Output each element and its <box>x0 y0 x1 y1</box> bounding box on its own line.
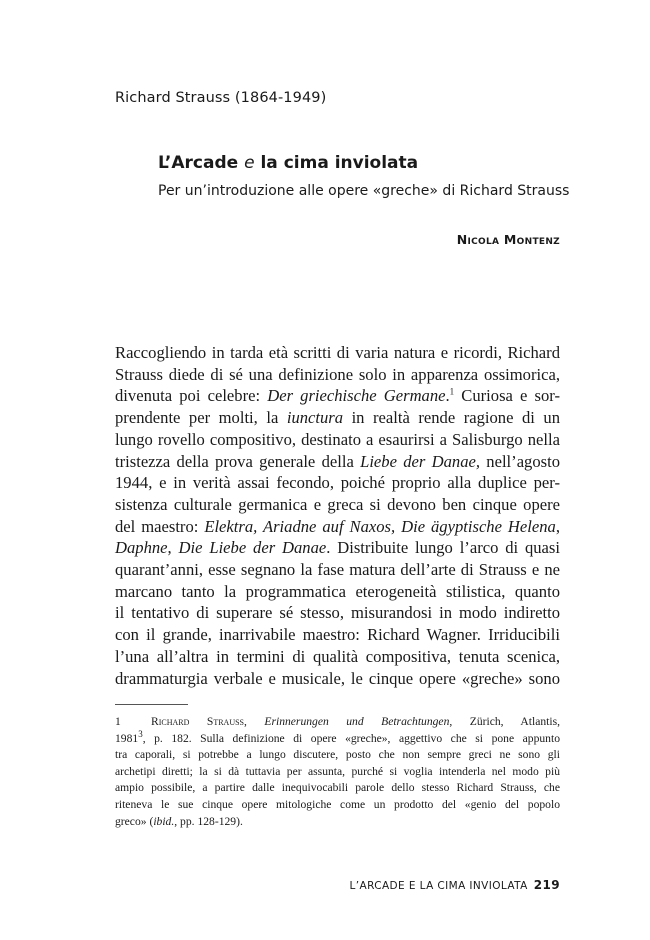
body-line: tristezza della prova generale della Liebe der Danae, nell’agosto <box>115 451 561 471</box>
footnote-divider <box>115 704 188 705</box>
body-line: Daphne, Die Liebe der Danae. Distribuite lungo l’arco di quasi <box>115 538 560 558</box>
body-line: Raccogliendo in tarda età scritti di varia natura e ricordi, Richard <box>115 343 560 362</box>
page-footer <box>350 878 561 892</box>
body-line: sistenza culturale germanica e greca si devono ben cinque opere <box>115 494 560 514</box>
footnote-line: riteneva le sue cinque opere mitologiche come un prodotto del «genio del popolo <box>115 797 560 811</box>
body-line: prendente per molti, la iunctura in realtà rende ragione di un <box>115 408 561 428</box>
body-line: 1944, e in verità assai fecondo, poiché proprio alla duplice per- <box>115 473 560 493</box>
article-subtitle: Per un’introduzione alle opere «greche» di Richard Strauss <box>158 183 570 199</box>
body-line: l’una all’altra in termini di qualità compositiva, tenuta scenica, <box>115 646 560 666</box>
page-number: 219 <box>533 878 560 892</box>
footnote-line: 1981$^3$, p. 182. Sulla definizione di opere «greche», aggettivo che si pone appunto <box>115 728 560 745</box>
body-line: lungo rovello compositivo, destinato a esaurirsi a Salisburgo nella <box>115 429 560 449</box>
footnote-line: tra caporali, si potrebbe a lungo discutere, posto che non sempre greci ne sono gli <box>115 748 560 762</box>
title-part-1: L’Arcade <box>158 153 245 173</box>
article-title <box>158 153 418 173</box>
footnote-line: archetipi diretti; la si dà tuttavia per assunta, purché si voglia intenderla nel modo più <box>115 764 560 778</box>
body-line: quarant’anni, esse segnano la fase matura dell’arte di Strauss e ne <box>115 560 560 580</box>
footnote-number: 1 <box>115 715 121 728</box>
footnote-line: greco» (ibid., pp. 128-129). <box>115 814 243 828</box>
title-part-3: la cima inviolata <box>254 153 419 173</box>
body-line: Strauss diede di sé una definizione solo in apparenza ossimorica, <box>115 364 560 384</box>
body-line: con il grande, inarrivabile maestro: Richard Wagner. Irriducibili <box>115 625 560 645</box>
author-name: Nicola Montenz <box>456 232 560 247</box>
body-line: il tentativo di superare sé stesso, misurandosi in modo indiretto <box>115 603 560 623</box>
body-paragraph <box>115 342 560 689</box>
body-line: marcano tanto la programmatica eterogeneità stilistica, quanto <box>115 581 560 601</box>
footnote <box>115 714 560 830</box>
body-line: drammaturgia verbale e musicale, le cinque opere «greche» sono <box>115 668 560 688</box>
footer-running-title: L’ARCADE E LA CIMA INVIOLATA <box>349 880 528 892</box>
body-line: del maestro: Elektra, Ariadne auf Naxos, Die ägyptische Helena, <box>115 516 560 536</box>
running-head: Richard Strauss (1864-1949) <box>115 90 327 106</box>
body-line: divenuta poi celebre: Der griechische Germane.$^1$ Curiosa e sor- <box>115 386 561 406</box>
footnote-line: ampio possibile, a partire dalle inequivocabili parole dello stesso Richard Strauss, che <box>115 781 560 795</box>
title-part-2: e <box>244 153 255 173</box>
footnote-line: 1 Richard Strauss, Erinnerungen und Betrachtungen, Zürich, Atlantis, <box>115 714 560 731</box>
